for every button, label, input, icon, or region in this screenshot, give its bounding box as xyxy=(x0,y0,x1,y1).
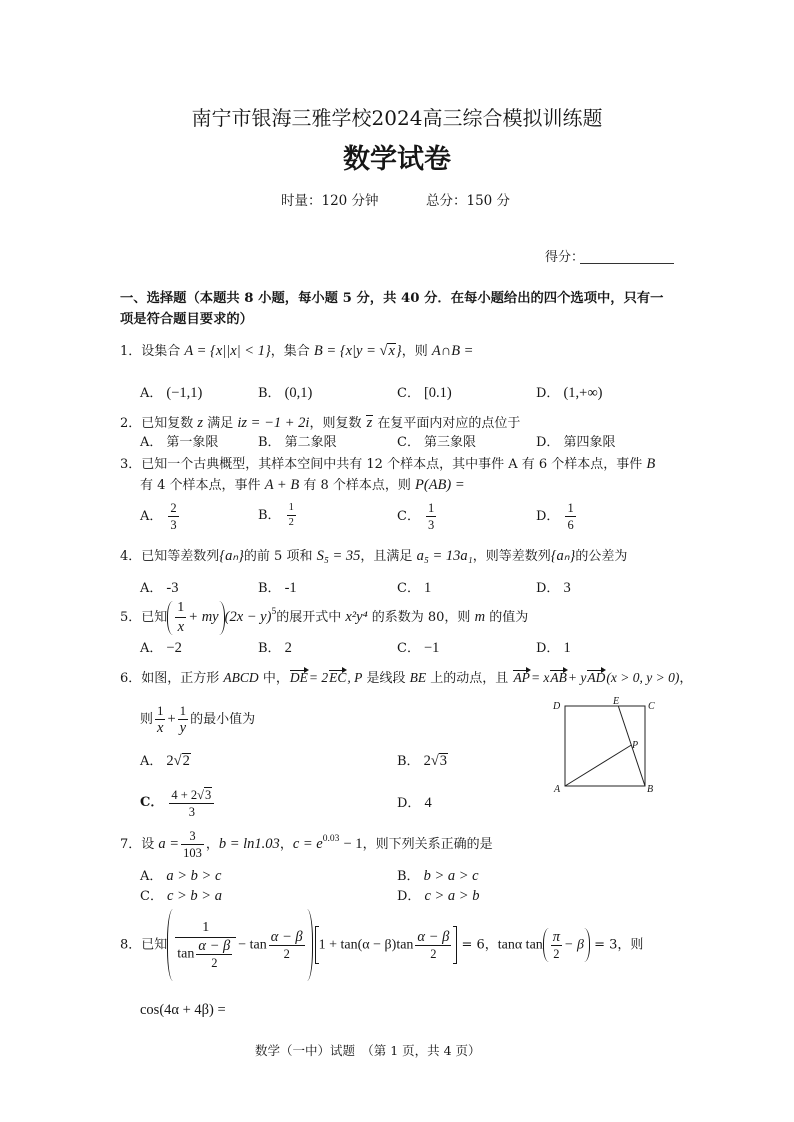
q3-options xyxy=(0,501,794,531)
question-6-line-2 xyxy=(140,704,255,735)
q6-plus: + xyxy=(167,711,176,727)
q4-text: ，且满足 xyxy=(360,549,413,564)
q6-options-row-2 xyxy=(0,786,794,820)
option-label: D． xyxy=(397,889,421,904)
numerator: 2 xyxy=(170,501,177,515)
q6-text: 上的动点，且 xyxy=(430,671,509,686)
q6-fraction-1 xyxy=(155,704,165,735)
question-8 xyxy=(120,909,643,981)
q5-plus-my: + my xyxy=(188,609,219,625)
q1-set-b-prefix: B = {x|y = √ xyxy=(313,343,388,359)
q7-c-minus-one: − 1 xyxy=(343,836,363,852)
option-label: D． xyxy=(536,581,560,596)
denominator: 2 xyxy=(288,517,294,528)
q6-text: 是线段 xyxy=(366,671,406,686)
left-paren xyxy=(167,909,173,981)
q4-text: 4．已知等差数列 xyxy=(120,549,220,564)
option-label: B． xyxy=(258,508,281,523)
q7-comma: ， xyxy=(279,837,293,852)
option-value: 第四象限 xyxy=(563,435,616,450)
q1-expression: A∩B = xyxy=(431,343,474,359)
q6-options-row-1 xyxy=(0,751,794,771)
right-bracket xyxy=(453,926,457,964)
q1-set-a: A = {x||x| < 1} xyxy=(184,343,271,359)
q7-option-c xyxy=(140,886,222,907)
q3-option-d xyxy=(536,501,578,532)
square-figure xyxy=(548,696,658,796)
option-value: (0,1) xyxy=(284,385,313,401)
q4-option-b xyxy=(258,578,297,599)
numerator: 1 xyxy=(567,501,574,515)
q4-option-c xyxy=(397,578,431,599)
option-value: 1 xyxy=(423,580,432,596)
q6-text: 则 xyxy=(140,712,154,727)
q6-equals-x: = x xyxy=(530,670,550,685)
option-label: C． xyxy=(397,641,420,656)
numerator: 1 xyxy=(175,600,186,618)
q6-option-c xyxy=(140,786,216,820)
option-label: D． xyxy=(536,435,560,450)
q3-text: 3．已知一个古典概型，其样本空间中共有 12 个样本点，其中事件 A 有 6 个样本点，事件 xyxy=(120,457,643,472)
option-label: D． xyxy=(536,386,560,401)
option-value: c > b > a xyxy=(166,888,222,904)
option-value: 2 xyxy=(284,640,292,656)
q8-text: 8．已知 xyxy=(120,937,168,953)
q6-text: 中， xyxy=(262,671,289,686)
q2-text: 2．已知复数 xyxy=(120,416,194,431)
q2-text: ，则复数 xyxy=(309,416,362,431)
q7-option-b xyxy=(397,866,479,887)
q5-option-b xyxy=(258,638,292,659)
option-label: C． xyxy=(397,509,420,524)
q4-text: 的前 5 项和 xyxy=(243,549,313,564)
option-label: C． xyxy=(140,889,163,904)
q5-text: 5．已知 xyxy=(120,610,168,625)
option-value: a > b > c xyxy=(166,868,222,884)
option-label: A． xyxy=(140,435,163,450)
q7-option-a xyxy=(140,866,221,887)
option-label: C． xyxy=(397,581,420,596)
option-value: 第一象限 xyxy=(166,435,219,450)
q2-text: 在复平面内对应的点位于 xyxy=(377,416,521,431)
question-4 xyxy=(120,546,627,567)
option-label: B． xyxy=(258,435,281,450)
option-value: [0.1) xyxy=(423,385,452,401)
question-1 xyxy=(120,341,473,362)
exam-title: 南宁市银海三雅学校2024高三综合模拟训练题 xyxy=(191,106,603,130)
q1-option-a xyxy=(140,383,202,404)
numerator: π xyxy=(552,928,561,945)
q7-options-row-1 xyxy=(0,866,794,886)
q7-option-d xyxy=(397,886,479,907)
numerator: 1 xyxy=(427,501,435,515)
numerator xyxy=(169,787,214,804)
denominator: 3 xyxy=(427,518,435,532)
vector-ec: EC xyxy=(329,670,347,685)
section-heading-line-1: 一、选择题（本题共 8 小题，每小题 5 分，共 40 分．在每小题给出的四个选项中，只有一 xyxy=(120,291,664,306)
q5-exponent: 5 xyxy=(271,607,277,617)
option-value: 4 xyxy=(424,795,432,811)
q5-option-c xyxy=(397,638,439,659)
score-label: 得分： xyxy=(545,250,585,265)
right-paren xyxy=(307,909,313,981)
q5-term: x²y⁴ xyxy=(345,609,368,625)
option-label: D． xyxy=(536,641,560,656)
option-label: C． xyxy=(397,386,420,401)
option-value-prefix: 2√ xyxy=(423,753,439,769)
denominator: 103 xyxy=(183,846,202,860)
numerator: 1 xyxy=(287,502,296,516)
option-value: 3 xyxy=(563,580,571,596)
label-e: E xyxy=(613,696,620,707)
q4-text: ，则等差数列 xyxy=(472,549,551,564)
half-angle-fraction xyxy=(415,930,451,961)
q1-set-b-suffix: } xyxy=(395,343,402,359)
q4-condition: a₅ = 13a₁ xyxy=(416,548,473,564)
option-value: -3 xyxy=(166,580,179,596)
tan-text: tan xyxy=(177,946,195,962)
q1-set-b-radicand: x xyxy=(388,343,395,359)
q5-binomial: (2x − y) xyxy=(224,609,272,625)
q7-comma: ， xyxy=(205,837,219,852)
q2-equation: iz = −1 + 2i xyxy=(237,415,310,431)
option-label: B． xyxy=(258,386,281,401)
section-heading-line-2: 项是符合题目要求的） xyxy=(120,312,253,327)
q6-text: 6．如图，正方形 xyxy=(120,671,220,686)
option-value-prefix: 2√ xyxy=(166,753,182,769)
q3-option-a xyxy=(140,501,181,532)
q6-point-p: , P xyxy=(347,670,363,685)
option-label: C． xyxy=(140,795,164,810)
denominator: y xyxy=(179,720,187,736)
exam-total-score: 总分：150 分 xyxy=(426,193,511,209)
q1-option-d xyxy=(536,383,602,404)
option-fraction xyxy=(287,502,296,529)
option-label: A． xyxy=(140,386,163,401)
question-2 xyxy=(120,413,520,434)
denominator: 2 xyxy=(430,946,437,961)
vector-ab: AB xyxy=(550,670,567,685)
q6-option-a xyxy=(140,751,191,772)
question-3-line-2 xyxy=(140,475,465,496)
option-value: b > a > c xyxy=(423,868,479,884)
label-c: C xyxy=(648,701,655,712)
q7-text: ，则下列关系正确的是 xyxy=(362,837,493,852)
right-paren xyxy=(584,928,590,962)
numerator: 1 xyxy=(175,920,236,938)
q4-option-d xyxy=(536,578,571,599)
numerator: α − β xyxy=(270,928,303,945)
option-label: A． xyxy=(140,754,163,769)
q8-one-plus-tan: 1 + tan(α − β)tan xyxy=(318,937,414,953)
q2-option-c xyxy=(397,433,476,453)
q1-text: ，集合 xyxy=(270,344,310,359)
q5-option-d xyxy=(536,638,571,659)
vector-ad: AD xyxy=(587,670,606,685)
numerator-radicand: 3 xyxy=(205,787,212,802)
q5-text: 的展开式中 xyxy=(276,610,342,625)
option-fraction xyxy=(169,787,214,819)
option-value: (1,+∞) xyxy=(563,385,603,401)
question-7 xyxy=(120,829,493,860)
q2-option-a xyxy=(140,433,218,453)
option-value: 第二象限 xyxy=(284,435,337,450)
label-b: B xyxy=(647,784,654,795)
q2-option-d xyxy=(536,433,615,453)
score-blank xyxy=(580,263,674,264)
q5-text: 的系数为 80，则 xyxy=(371,610,471,625)
option-label: B． xyxy=(397,754,420,769)
denominator: 3 xyxy=(170,518,177,532)
q5-text: 的值为 xyxy=(489,610,529,625)
q3-text: 有 4 个样本点，事件 xyxy=(140,478,261,493)
q2-options xyxy=(0,433,794,453)
q3-probability: P(AB) = xyxy=(415,477,465,493)
q5-fraction xyxy=(175,600,186,635)
question-3-line-1 xyxy=(120,454,655,475)
q7-a-equals: a = xyxy=(158,836,180,852)
q6-fraction-2 xyxy=(178,704,188,735)
denominator: 2 xyxy=(553,946,560,961)
denominator: 2 xyxy=(283,946,290,961)
label-p: P xyxy=(632,740,639,751)
q5-m: m xyxy=(474,609,486,625)
q2-z: z xyxy=(197,415,204,431)
q1-option-b xyxy=(258,383,312,404)
q1-text: 1．设集合 xyxy=(120,344,181,359)
option-radicand: 3 xyxy=(439,753,448,769)
q7-c-equals: c = e xyxy=(292,836,323,852)
option-fraction xyxy=(565,501,575,532)
option-label: D． xyxy=(536,509,560,524)
option-value: (−1,1) xyxy=(166,385,203,401)
denominator: x xyxy=(157,720,164,736)
option-fraction xyxy=(168,501,178,532)
denominator: 6 xyxy=(567,518,574,532)
half-angle-fraction xyxy=(269,930,305,961)
q7-c-exponent: 0.03 xyxy=(322,834,340,844)
q5-options xyxy=(0,638,794,658)
page-footer: 数学（一中）试题 （第 1 页，共 4 页） xyxy=(255,1043,481,1058)
half-angle-fraction xyxy=(196,939,232,970)
option-label: A． xyxy=(140,869,163,884)
q2-text: 满足 xyxy=(207,416,234,431)
pi-over-two-fraction xyxy=(551,930,562,961)
q4-sum: S₅ = 35 xyxy=(316,548,361,564)
numerator: 3 xyxy=(181,829,204,845)
q6-equals: = 2 xyxy=(308,670,329,685)
q6-square: ABCD xyxy=(223,670,259,685)
q6-option-b xyxy=(397,751,448,772)
denominator: x xyxy=(177,619,184,635)
q4-sequence: {aₙ} xyxy=(219,548,244,564)
option-label: A． xyxy=(140,641,163,656)
q4-option-a xyxy=(140,578,178,599)
q1-set-b xyxy=(314,343,402,359)
label-a: A xyxy=(554,784,561,795)
q3-option-c xyxy=(397,501,438,532)
q7-options-row-2 xyxy=(0,886,794,906)
q8-minus-beta: − β xyxy=(564,937,584,953)
option-value: −2 xyxy=(166,640,182,656)
option-label: C． xyxy=(397,435,420,450)
numerator: 1 xyxy=(178,704,188,720)
option-fraction xyxy=(426,501,436,532)
q6-plus-y: + y xyxy=(567,670,587,685)
q1-option-c xyxy=(397,383,452,404)
denominator xyxy=(175,938,236,970)
numerator-prefix: 4 + 2√ xyxy=(171,787,205,802)
option-label: A． xyxy=(140,509,163,524)
left-paren xyxy=(167,601,173,635)
q6-text: ， xyxy=(679,671,693,686)
q8-tan-alpha-tan: tanα tan xyxy=(497,937,543,953)
option-label: B． xyxy=(258,581,281,596)
numerator: 1 xyxy=(155,704,165,720)
q7-text: 7．设 xyxy=(120,837,155,852)
question-6-line-1 xyxy=(120,668,692,689)
q8-equals-six: = 6， xyxy=(461,937,498,953)
option-label: A． xyxy=(140,581,163,596)
q3-event-a-plus-b: A + B xyxy=(264,477,300,493)
q3-text: 有 8 个样本点，则 xyxy=(303,478,411,493)
q6-option-d xyxy=(397,786,432,821)
q6-segment-be: BE xyxy=(409,670,427,685)
option-radicand: 2 xyxy=(182,753,190,769)
option-value: c > a > b xyxy=(424,888,480,904)
q4-sequence: {aₙ} xyxy=(550,548,576,564)
q2-z-conjugate: z xyxy=(366,415,373,431)
question-5 xyxy=(120,600,528,635)
q4-options xyxy=(0,578,794,598)
denominator: 3 xyxy=(188,804,195,819)
exam-subtitle: 数学试卷 xyxy=(343,144,451,175)
q1-text: ，则 xyxy=(401,344,428,359)
q7-b: b = ln1.03 xyxy=(218,836,280,852)
q8-cos-expression: cos(4α + 4β) = xyxy=(140,1002,226,1018)
q4-text: 的公差为 xyxy=(575,549,628,564)
q8-minus-tan: − tan xyxy=(238,937,267,953)
q3-option-b xyxy=(258,501,298,531)
option-label: B． xyxy=(258,641,281,656)
question-8-line-2 xyxy=(140,1000,226,1021)
denominator: 2 xyxy=(211,956,218,970)
q6-text: 的最小值为 xyxy=(190,712,256,727)
option-value: −1 xyxy=(423,640,440,656)
q1-options xyxy=(0,383,794,403)
q6-condition: (x > 0, y > 0) xyxy=(606,670,680,685)
numerator: α − β xyxy=(198,938,231,954)
q7-a-fraction xyxy=(181,829,204,860)
q3-event-b: B xyxy=(646,456,656,472)
option-value: -1 xyxy=(284,580,297,596)
q8-reciprocal-fraction xyxy=(175,920,236,970)
vector-de: DE xyxy=(289,670,308,685)
q2-option-b xyxy=(258,433,337,453)
left-paren xyxy=(543,928,549,962)
numerator: α − β xyxy=(417,928,450,945)
vector-ap: AP xyxy=(513,670,530,685)
option-label: B． xyxy=(397,869,420,884)
option-value: 第三象限 xyxy=(423,435,476,450)
exam-time: 时量：120 分钟 xyxy=(281,193,379,209)
option-label: D． xyxy=(397,796,421,811)
q8-equals-three: = 3，则 xyxy=(594,937,644,953)
option-value: 1 xyxy=(563,640,571,656)
q5-option-a xyxy=(140,638,182,659)
label-d: D xyxy=(553,701,561,712)
